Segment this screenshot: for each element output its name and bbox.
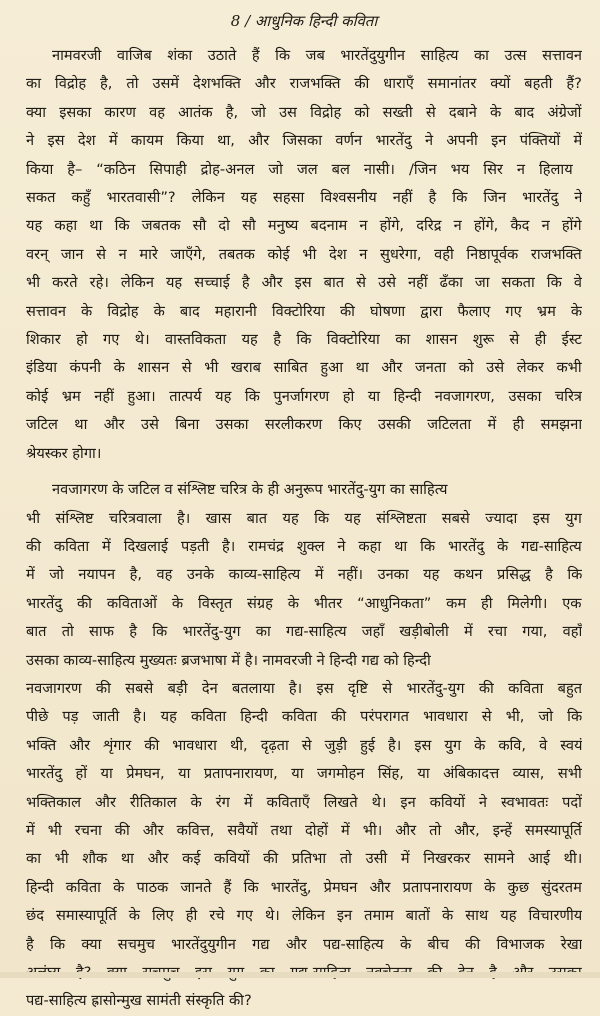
text-line: शिकार हो गए थे। वास्तविकता यह है कि विक्टोरिया का शासन शुरू से ही ईस्ट <box>26 331 582 349</box>
text-line: सकत कहुँ भारतवासी”? लेकिन यह सहसा विश्वसनीय नहीं है कि जिन भारतेंदु ने <box>26 189 582 207</box>
text-line: क्या इसका कारण वह आतंक है, जो उस विद्रोह को सख्ती से दबाने के बाद अंग्रेजों <box>26 103 582 121</box>
text-line: सत्तावन के विद्रोह के बाद महारानी विक्टोरिया की घोषणा द्वारा फैलाए गए भ्रम के <box>26 302 582 320</box>
paragraph <box>26 42 582 468</box>
text-line: नवजागरण के जटिल व संश्लिष्ट चरित्र के ही अनुरूप भारतेंदु-युग का साहित्य <box>52 481 448 499</box>
text-line: वरन् जान से न मारे जाएँगे, तबतक कोई भी देश न सुधरेगा, वही निष्ठापूर्वक राजभक्ति <box>26 245 582 263</box>
text-line: ने इस देश में कायम किया था, और जिसका वर्णन भारतेंदु ने अपनी इन पंक्तियों में <box>26 132 582 150</box>
text-line: भी करते रहे। लेकिन यह सच्चाई है और इस बात से उसे नहीं ढँका जा सकता कि वे <box>26 274 582 292</box>
text-line: भारतेंदु हों या प्रेमघन, या प्रतापनारायण, या जगमोहन सिंह, या अंबिकादत्त व्यास, सभी <box>26 765 582 783</box>
text-line: इंडिया कंपनी के शासन से भी खराब साबित हुआ था और जनता को उसे लेकर कभी <box>26 359 582 377</box>
text-line: बात तो साफ है कि भारतेंदु-युग का गद्य-साहित्य जहाँ खड़ीबोली में रचा गया, वहाँ <box>26 623 582 641</box>
text-line: में जो नयापन है, वह उनके काव्य-साहित्य में नहीं। उनका यह कथन प्रसिद्ध है कि <box>26 566 582 584</box>
text-line: है कि क्या सचमुच भारतेंदुयुगीन गद्य और पद्य-साहित्य के बीच की विभाजक रेखा <box>26 935 582 953</box>
text-line: की कविता में दिखलाई पड़ती है। रामचंद्र शुक्ल ने कहा था कि भारतेंदु के गद्य-साहित्य <box>26 537 582 555</box>
text-line: यह कहा था कि जबतक सौ दो सौ मनुष्य बदनाम न होंगे, दरिद्र न होंगे, कैद न होंगे <box>26 217 582 235</box>
text-line: भक्ति और शृंगार की भावधारा थी, दृढ़ता से जुड़ी हुई है। इस युग के कवि, वे स्वयं <box>26 736 582 754</box>
text-line: नवजागरण की सबसे बड़ी देन बतलाया है। इस दृष्टि से भारतेंदु-युग की कविता बहुत <box>26 679 582 697</box>
paragraph <box>26 476 582 1016</box>
text-line: पीछे पड़ जाती है। यह कविता हिन्दी कविता की परंपरागत भावधारा से भी, जो कि <box>26 708 582 726</box>
text-line: नामवरजी वाजिब शंका उठाते हैं कि जब भारतेंदुयुगीन साहित्य का उत्स सत्तावन <box>52 47 582 64</box>
text-line: किया है– “कठिन सिपाही द्रोह-अनल जो जल बल नासी। /जिन भय सिर न हिलाय <box>26 160 573 178</box>
text-line: भक्तिकाल और रीतिकाल के रंग में कविताएँ लिखते थे। इन कवियों ने स्वभावतः पदों <box>26 793 582 811</box>
text-line: उसका काव्य-साहित्य मुख्यतः ब्रजभाषा में है। नामवरजी ने हिन्दी गद्य को हिन्दी <box>26 651 431 669</box>
body-text <box>26 42 582 1016</box>
running-header <box>26 10 582 32</box>
text-line: कोई भ्रम नहीं हुआ। तात्पर्य यह कि पुनर्जागरण हो या हिन्दी नवजागरण, उसका चरित्र <box>26 387 582 405</box>
text-line: का विद्रोह है, तो उसमें देशभक्ति और राजभक्ति की धाराएँ समानांतर क्यों बहती हैं? <box>26 75 582 93</box>
book-title: आधुनिक हिन्दी कविता <box>254 12 378 30</box>
page-number: 8 <box>230 12 241 30</box>
text-line: श्रेयस्कर होगा। <box>26 444 102 462</box>
text-line: हिन्दी कविता के पाठक जानते हैं कि भारतेंदु, प्रेमघन और प्रतापनारायण के कुछ सुंदरतम <box>26 878 582 896</box>
text-line: में भी रचना की और कवित्त, सवैयों तथा दोहों में भी। और तो और, इन्हें समस्यापूर्ति <box>26 821 582 839</box>
text-line: भारतेंदु की कविताओं के विस्तृत संग्रह के भीतर “आधुनिकता” कम ही मिलेगी। एक <box>26 594 582 612</box>
text-line: का भी शौक था और कई कवियों की प्रतिभा तो उसी में निखरकर सामने आई थी। <box>26 850 582 868</box>
text-line: पद्य-साहित्य ह्रासोन्मुख सामंती संस्कृति की? <box>26 992 252 1010</box>
text-line: जटिल था और उसे बिना उसका सरलीकरण किए उसकी जटिलता में ही समझना <box>26 416 582 434</box>
page-bottom-edge <box>0 972 600 978</box>
text-line: छंद समास्यापूर्ति के लिए ही रचे गए थे। लेकिन इन तमाम बातों के साथ यह विचारणीय <box>26 907 582 925</box>
text-line: भी संश्लिष्ट चरित्रवाला है। खास बात यह कि यह संश्लिष्टता सबसे ज्यादा इस युग <box>26 509 582 527</box>
header-separator: / <box>245 12 251 30</box>
